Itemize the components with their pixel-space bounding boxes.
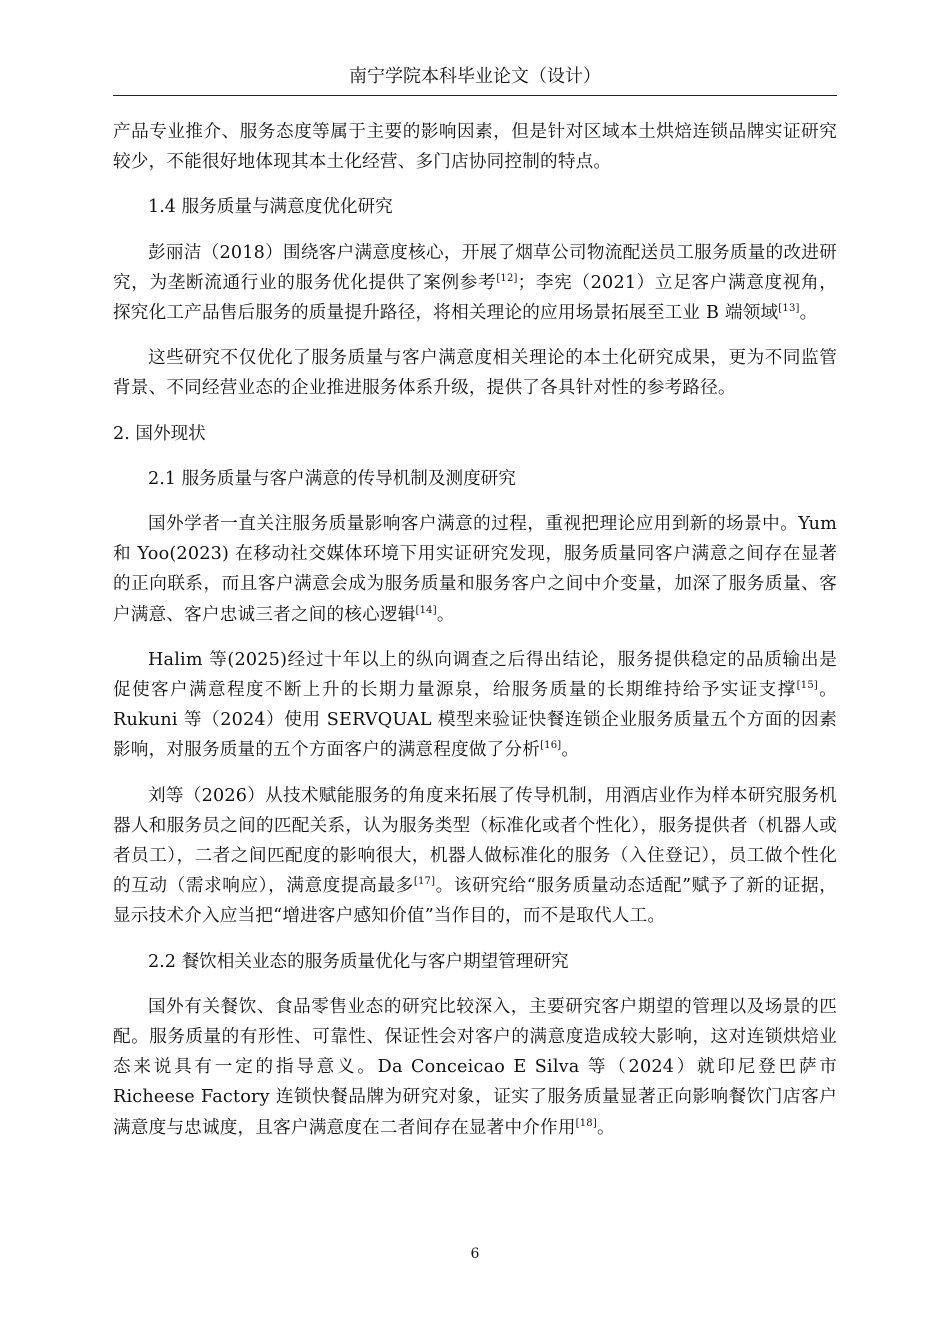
section-heading-1-4: 1.4 服务质量与满意度优化研究 [148,197,393,218]
paragraph-halim [113,645,837,766]
section-heading-2-2: 2.2 餐饮相关业态的服务质量优化与客户期望管理研究 [148,951,569,972]
citation-12: [12] [496,272,518,284]
paragraph-liu [113,781,837,932]
paragraph-text: 这些研究不仅优化了服务质量与客户满意度相关理论的本土化研究成果，更为不同监管背景、不同经营业态的企业推进服务体系升级，提供了各具针对性的参考路径。 [113,348,837,399]
paragraph-text: 。 [799,303,818,324]
section-heading-2-1: 2.1 服务质量与客户满意的传导机制及测度研究 [148,468,516,489]
citation-17: [17] [413,876,436,888]
paragraph-text: 。 [561,740,580,761]
page-header: 南宁学院本科毕业论文（设计） [349,66,601,87]
citation-15: [15] [796,680,818,692]
paragraph-continued [113,117,837,177]
paragraph-catering [113,992,837,1143]
citation-16: [16] [540,740,562,752]
citation-18: [18] [575,1117,597,1129]
header-rule [113,95,837,96]
paragraph-yum-yoo [113,509,837,630]
paragraph-text: 。 [436,604,455,625]
paragraph-text: 彭丽洁（2018）围绕客户满意度核心，开展了烟草公司物流配送员工服务质量的改进研究，为垄断流通行业的服务优化提供了案例参考 [113,242,837,293]
paragraph-summary [113,343,837,403]
paragraph-text: 。 [596,1117,615,1138]
paragraph-peng-lijie [113,238,837,329]
page-number: 6 [470,1246,480,1262]
citation-14: [14] [415,604,437,616]
paragraph-text: ；李宪（2021）立足客户满意度视角，探究化工产品售后服务的质量提升路径，将相关理论的应用场景拓展至工业 B 端领域 [113,272,838,324]
paragraph-text: 。Rukuni 等（2024）使用 SERVQUAL 模型来验证快餐连锁企业服务质量五个方面的因素影响，对服务质量的五个方面客户的满意程度做了分析 [113,680,837,761]
section-heading-2: 2. 国外现状 [113,423,206,444]
paragraph-text: 国外学者一直关注服务质量影响客户满意的过程，重视把理论应用到新的场景中。Yum 和 Yoo(2023) 在移动社交媒体环境下用实证研究发现，服务质量同客户满意之间存在显著的正向联系，而且客户满意会成为服务质量和服务客户之间中介变量，加深了服务质量、客户满意、客户忠诚三者之间的核心逻辑 [113,514,837,625]
paragraph-text: 刘等（2026）从技术赋能服务的角度来拓展了传导机制，用酒店业作为样本研究服务机器人和服务员之间的匹配关系，认为服务类型（标准化或者个性化），服务提供者（机器人或者员工），二者之间匹配度的影响很大，机器人做标准化的服务（入住登记），员工做个性化的互动（需求响应），满意度提高最多 [113,785,837,897]
paragraph-text: 产品专业推介、服务态度等属于主要的影响因素，但是针对区域本土烘焙连锁品牌实证研究较少，不能很好地体现其本土化经营、多门店协同控制的特点。 [113,122,837,173]
paragraph-text: 国外有关餐饮、食品零售业态的研究比较深入，主要研究客户期望的管理以及场景的匹配。服务质量的有形性、可靠性、保证性会对客户的满意度造成较大影响，这对连锁烘焙业态来说具有一定的指导意义。Da Conceicao E Silva 等（2024）就印尼登巴萨市 Richeese Factory 连锁快餐品牌为研究对象，证实了服务质量显著正向影响餐饮门店客户满意度与忠诚度，且客户满意度在二者间存在显著中介作用 [113,996,837,1138]
citation-13: [13] [778,303,800,315]
paragraph-text: 。该研究给“服务质量动态适配”赋予了新的证据，显示技术介入应当把“增进客户感知价值”当作目的，而不是取代人工。 [113,876,837,927]
paragraph-text: Halim 等(2025)经过十年以上的纵向调查之后得出结论，服务提供稳定的品质输出是促使客户满意程度不断上升的长期力量源泉，给服务质量的长期维持给予实证支撑 [113,649,837,701]
page-body [113,117,837,1158]
